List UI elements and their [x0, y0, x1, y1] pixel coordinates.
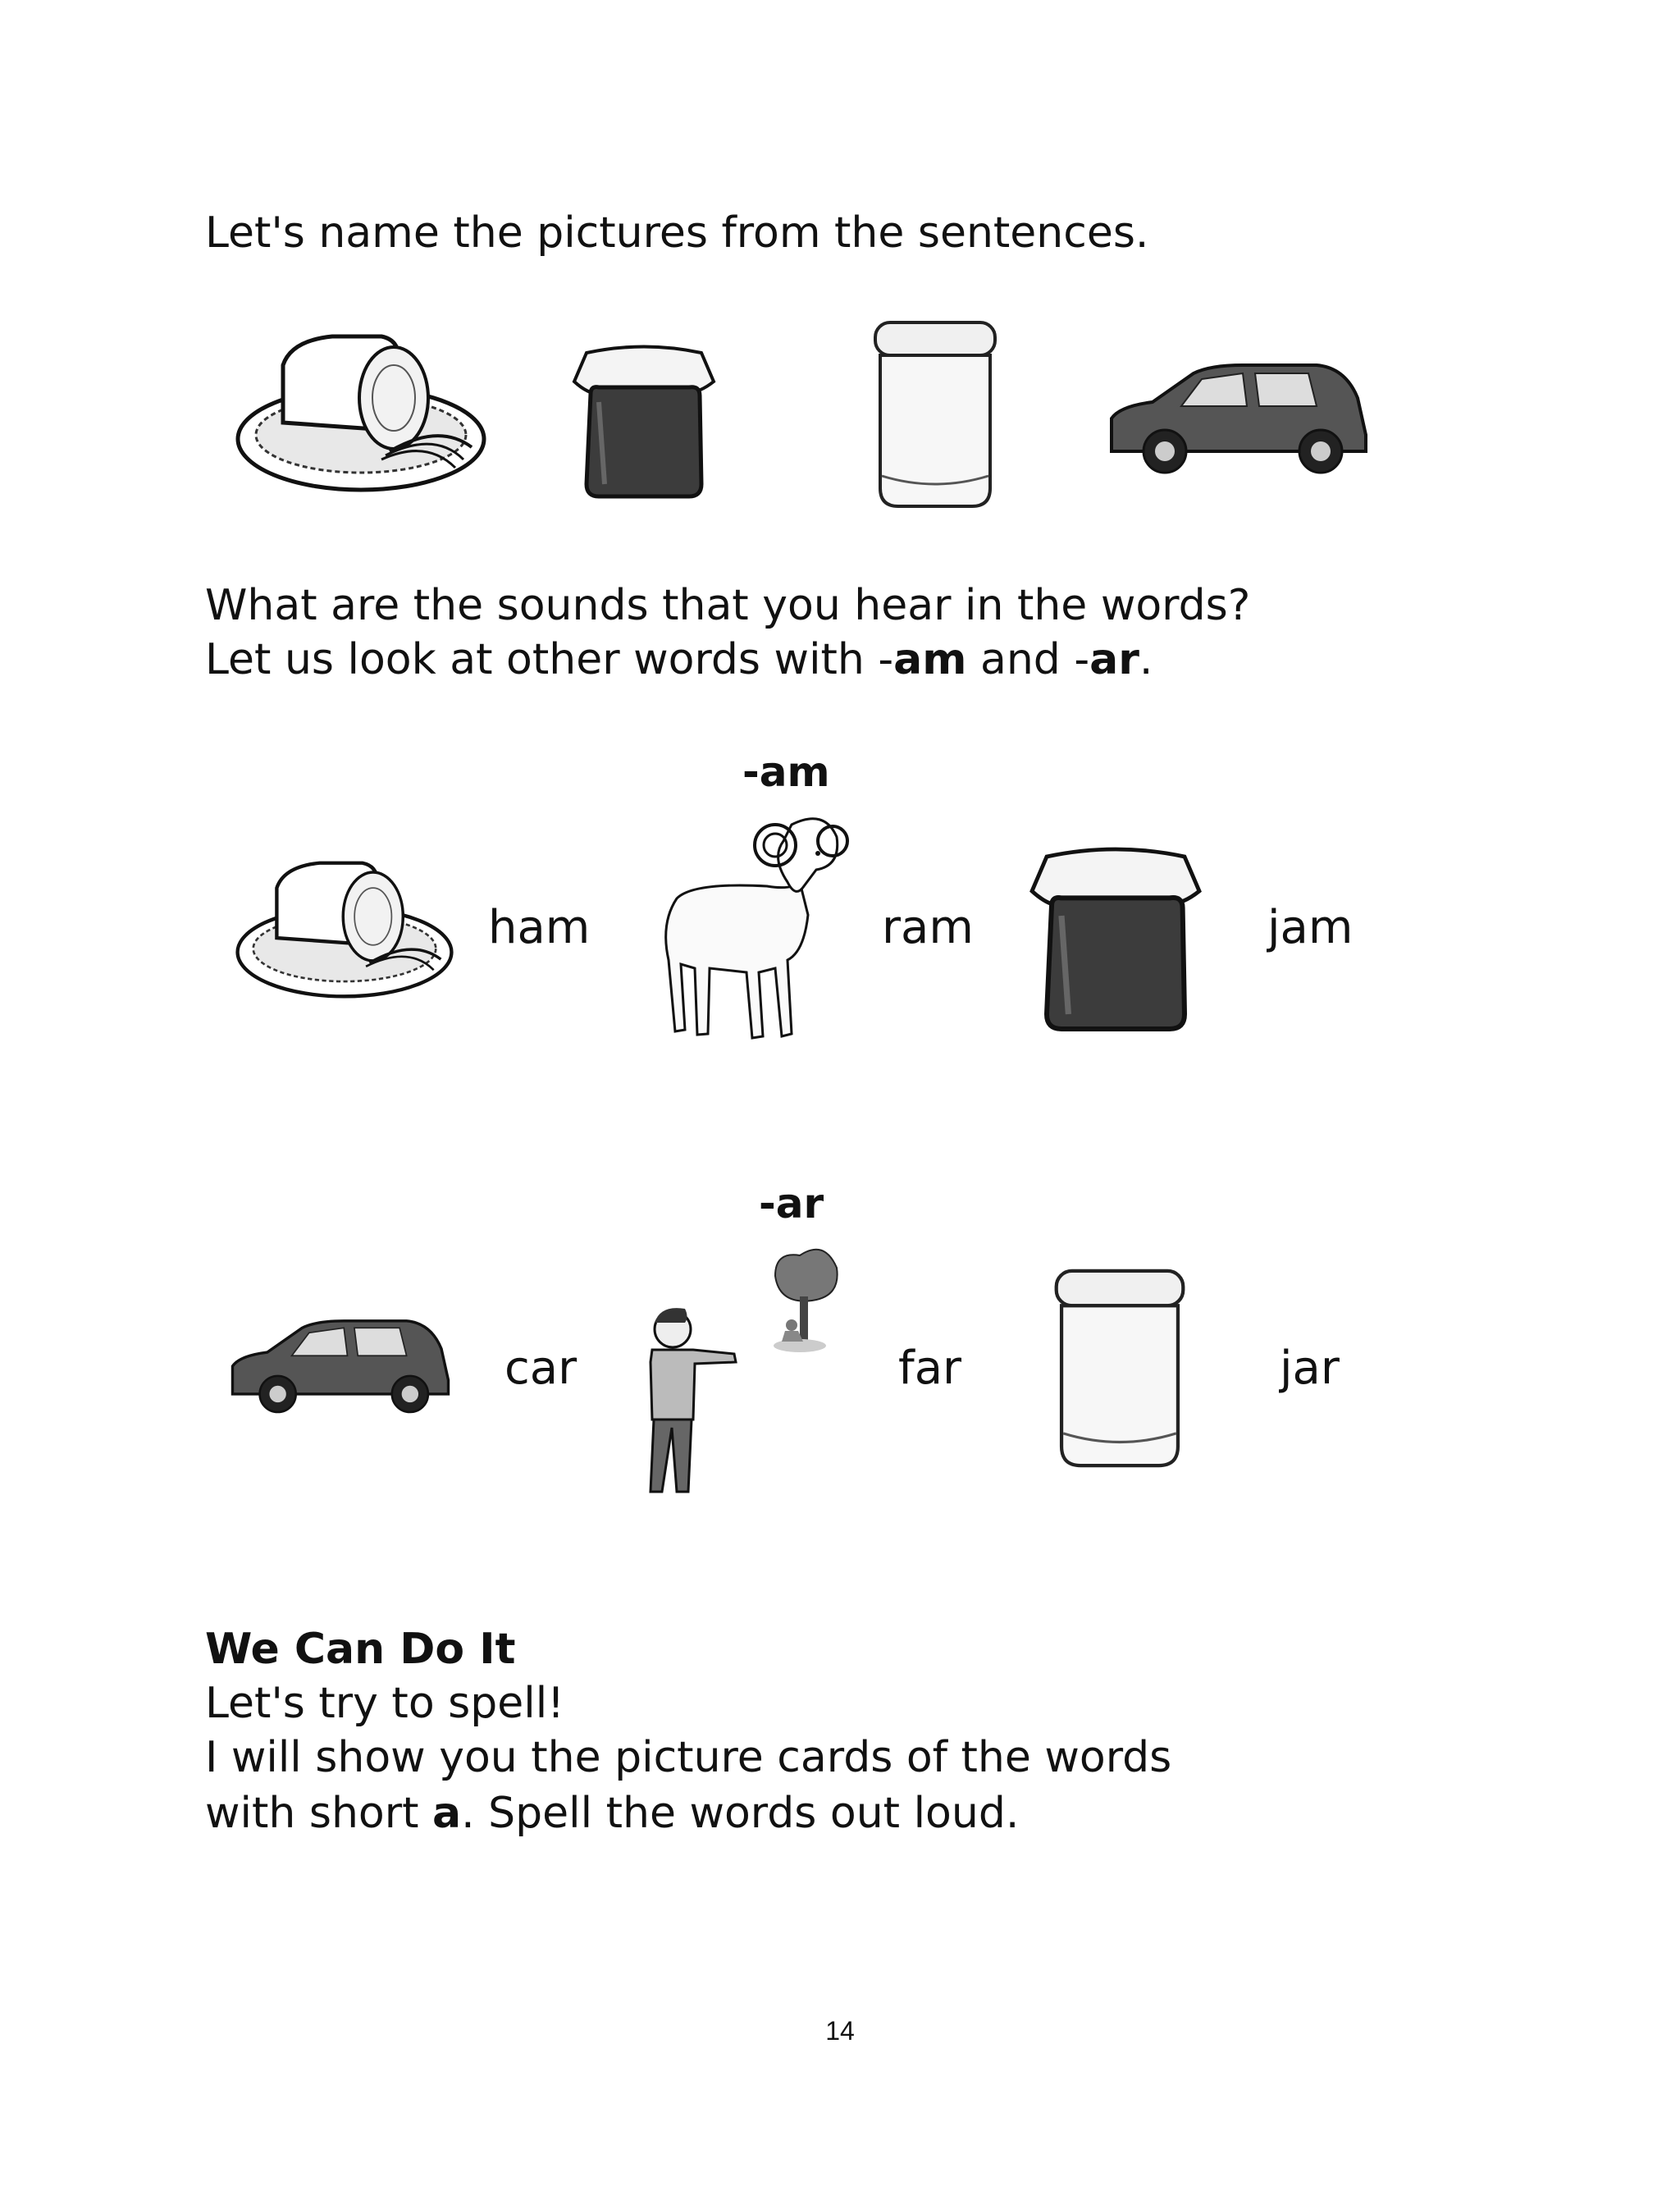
man-pointing-icon: [603, 1231, 849, 1502]
empty-jar-icon: [865, 316, 1005, 513]
activity-line-3: [205, 1787, 1019, 1840]
word-car: car: [504, 1342, 578, 1395]
word-ham: ham: [488, 901, 591, 954]
page-number: 14: [825, 2016, 855, 2046]
activity-line-2: I will show you the picture cards of the words: [205, 1733, 1172, 1782]
am-emphasis: am: [893, 635, 967, 684]
am-heading: -am: [742, 748, 830, 796]
jam-jar-icon: [562, 336, 726, 501]
question-line-1: What are the sounds that you hear in the words?: [205, 581, 1251, 630]
question-line-2: [205, 633, 1153, 687]
ar-heading: -ar: [759, 1180, 824, 1228]
ram-icon: [644, 808, 857, 1054]
short-a-emphasis: a: [432, 1789, 462, 1838]
word-far: far: [898, 1342, 962, 1395]
word-ram: ram: [882, 901, 974, 954]
activity-text: with short: [205, 1789, 433, 1838]
ham-icon: [226, 316, 496, 505]
question-text: Let us look at other words with -: [205, 635, 894, 684]
intro-text: Let's name the pictures from the sentences.: [205, 208, 1149, 258]
question-text: .: [1139, 635, 1153, 684]
word-jar: jar: [1280, 1342, 1340, 1395]
activity-text: . Spell the words out loud.: [461, 1789, 1020, 1838]
question-text: and -: [966, 635, 1090, 684]
jam-jar-icon: [1017, 837, 1214, 1034]
car-icon: [1103, 361, 1374, 476]
ham-icon: [226, 845, 463, 1009]
activity-title: We Can Do It: [205, 1625, 516, 1674]
word-jam: jam: [1267, 901, 1354, 954]
car-icon: [226, 1317, 455, 1415]
empty-jar-icon: [1046, 1264, 1194, 1473]
activity-line-1: Let's try to spell!: [205, 1679, 564, 1728]
ar-emphasis: ar: [1089, 635, 1139, 684]
